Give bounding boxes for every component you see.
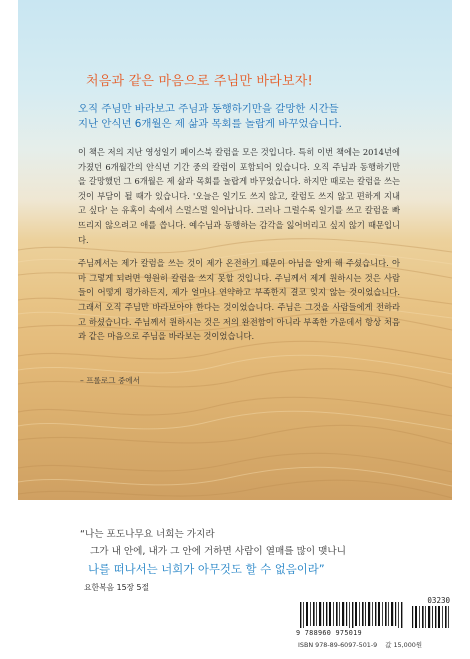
cover-headline: 처음과 같은 마음으로 주님만 바라보자! [86,74,313,89]
price: 값 15,000원 [385,641,423,649]
prologue-excerpt [78,145,400,353]
excerpt-source: – 프롤로그 중에서 [80,376,140,385]
scripture-quote [80,526,440,593]
lead-line: 오직 주님만 바라보고 주님과 동행하기만을 갈망한 시간들 [78,103,339,115]
quote-line: 그가 내 안에, 내가 그 안에 거하면 사람이 열매를 많이 맺나니 [90,546,346,557]
lead-text [78,102,410,132]
paragraph: 이 책은 저의 지난 영성일기 페이스북 칼럼을 모은 것입니다. 특히 이번 책에는 2014년에 가졌던 6개월간의 안식년 기간 중의 칼럼이 포함되어 있습니다. 오직 주님과 동행하기만을 갈망했던 그 6개월은 제 삶과 목회를 놀랍게 바꾸었습니다. 하지만 때로는 칼럼을 쓰는 것이 부담이 될 때가 있습니다. '오늘은 일기도 쓰지 않고, 칼럼도 쓰지 않고 편하게 지내고 싶다' 는 유혹이 속에서 스멀스멀 일어납니다. 그러나 그럴수록 일기를 쓰고 칼럼을 빠뜨리지 않으려고 애를 씁니다. 예수님과 동행하는 감각을 잃어버리고 싶지 않기 때문입니다. [78,147,400,245]
isbn-barcode [296,596,456,652]
isbn-price-line [298,640,422,649]
lead-line: 지난 안식년 6개월은 제 삶과 목회를 놀랍게 바꾸었습니다. [78,118,342,130]
quote-line: “나는 포도나무요 너희는 가지라 [80,529,215,540]
paragraph: 주님께서는 제가 칼럼을 쓰는 것이 제가 온전하기 때문이 아님을 알게 해 주셨습니다. 아마 그렇게 되려면 영원히 칼럼을 쓰지 못할 것입니다. 주님께서 제게 원하시는 것은 사람들이 어떻게 평가하든지, 제가 얼마나 연약하고 부족한지 결코 잊지 않는 것이었습니다. 그래서 오직 주님만 바라보아야 한다는 것이었습니다. 주님은 그것을 사람들에게 전하라고 하셨습니다. 주님께서 원하시는 것은 저의 완전함이 아니라 부족한 가운데서 항상 처음과 같은 마음으로 주님을 바라보는 것이었습니다. [78,258,400,342]
isbn-number: ISBN 978-89-6097-501-9 [298,641,378,649]
barcode-bars [296,596,456,630]
barcode-addon-number: 03230 [427,596,450,605]
barcode-digits: 9 788960 975019 [296,629,362,637]
scripture-reference: 요한복음 15장 5절 [84,583,150,592]
quote-line-highlight: 나를 떠나서는 너희가 아무것도 할 수 없음이라” [88,562,325,576]
synopsis-panel [72,48,410,388]
